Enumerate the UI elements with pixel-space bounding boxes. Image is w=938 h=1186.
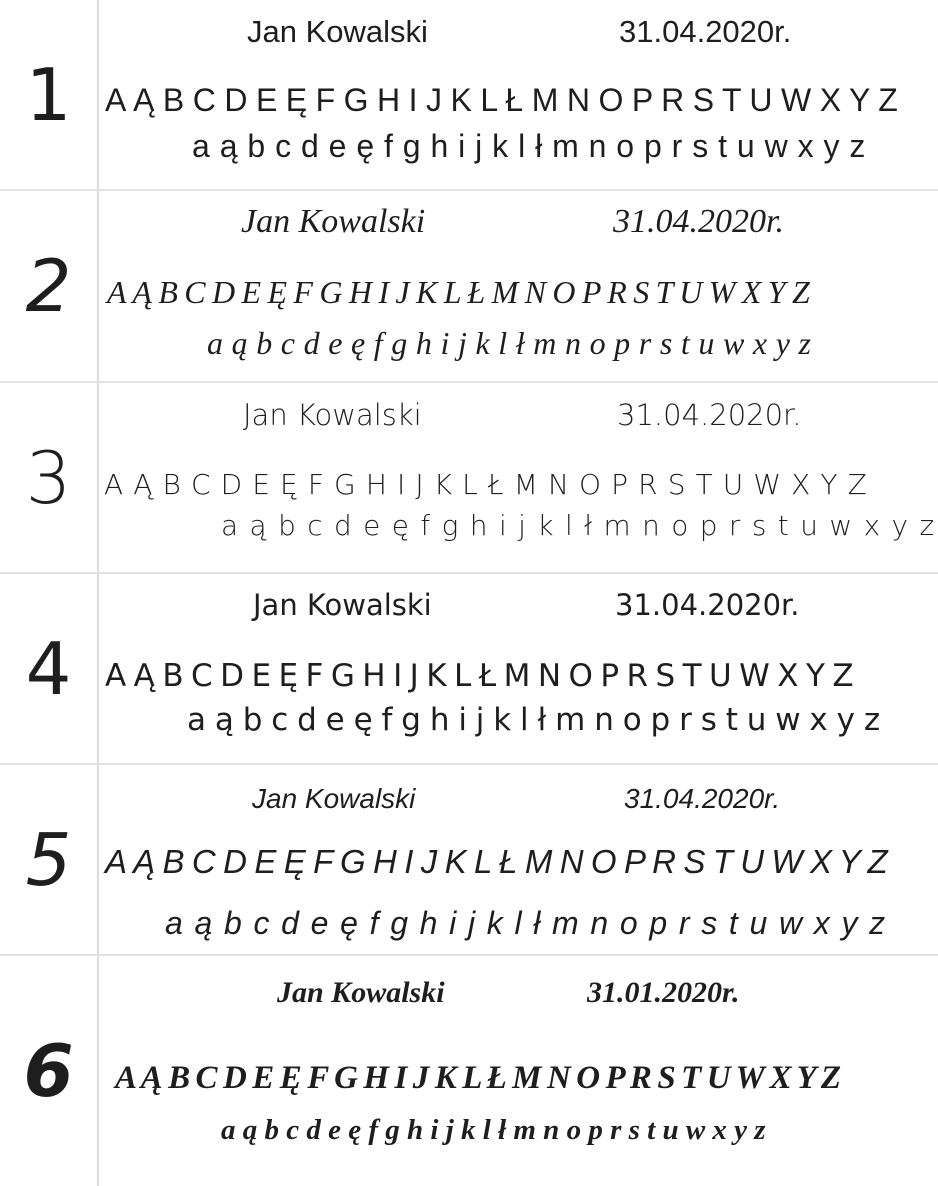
font-sample-row-1 (0, 0, 938, 191)
sample-content (99, 765, 938, 954)
sample-lowercase: a ą b c d e ę f g h i j k l ł m n o p r s t u w x y z (192, 128, 866, 164)
sample-date: 31.04.2020r. (619, 14, 792, 49)
sample-date: 31.04.2020r. (624, 783, 781, 814)
sample-number: 5 (25, 817, 72, 902)
sample-number: 6 (23, 1029, 74, 1113)
sample-name: Jan Kowalski (253, 588, 432, 622)
font-sample-row-3 (0, 383, 938, 574)
sample-uppercase: A Ą B C D E Ę F G H I J K L Ł M N O P R S T U W X Y Z (107, 274, 809, 310)
sample-content (99, 956, 938, 1186)
sample-uppercase: A Ą B C D E Ę F G H I J K L Ł M N O P R S T U W X Y Z (105, 82, 898, 118)
sample-uppercase: A Ą B C D E Ę F G H I J K L Ł M N O P R S T U W X Y Z (104, 468, 868, 501)
sample-number-cell (0, 191, 99, 381)
sample-number-cell (0, 383, 99, 572)
font-sample-row-5 (0, 765, 938, 956)
sample-number: 1 (25, 52, 72, 137)
sample-number: 2 (25, 244, 72, 328)
sample-number-cell (0, 956, 99, 1186)
sample-lowercase: a ą b c d e ę f g h i j k l ł m n o p r s t u w x y z (187, 702, 880, 738)
sample-name: Jan Kowalski (277, 976, 445, 1009)
sample-lowercase: a ą b c d e ę f g h i j k l ł m n o p r s t u w x y z (207, 325, 812, 361)
sample-name: Jan Kowalski (247, 14, 428, 49)
sample-content (99, 383, 938, 572)
sample-lowercase: a ą b c d e ę f g h i j k l ł m n o p r s t u w x y z (221, 509, 936, 542)
font-sample-row-6 (0, 956, 938, 1186)
sample-name: Jan Kowalski (241, 203, 426, 240)
sample-number: 3 (25, 435, 72, 520)
sample-uppercase: A Ą B C D E Ę F G H I J K L Ł M N O P R S T U W X Y Z (105, 843, 887, 880)
font-sample-row-2 (0, 191, 938, 383)
sample-date: 31.01.2020r. (587, 976, 740, 1009)
font-sample-row-4 (0, 574, 938, 765)
sample-lowercase: a ą b c d e ę f g h i j k l ł m n o p r s t u w x y z (221, 1114, 766, 1146)
sample-lowercase: a ą b c d e ę f g h i j k l ł m n o p r s t u w x y z (165, 905, 887, 941)
sample-name: Jan Kowalski (252, 783, 416, 814)
sample-uppercase: A Ą B C D E Ę F G H I J K L Ł M N O P R S T U W X Y Z (115, 1060, 840, 1096)
sample-number-cell (0, 0, 99, 189)
sample-uppercase: A Ą B C D E Ę F G H I J K L Ł M N O P R S T U W X Y Z (105, 658, 853, 694)
sample-content (99, 574, 938, 763)
sample-date: 31.04.2020r. (615, 588, 800, 622)
sample-number: 4 (25, 626, 72, 711)
sample-date: 31.04.2020r. (617, 398, 802, 432)
sample-number-cell (0, 765, 99, 954)
sample-name: Jan Kowalski (243, 398, 422, 432)
sample-date: 31.04.2020r. (613, 203, 784, 240)
sample-content (99, 191, 938, 381)
sample-content (99, 0, 938, 189)
sample-number-cell (0, 574, 99, 763)
